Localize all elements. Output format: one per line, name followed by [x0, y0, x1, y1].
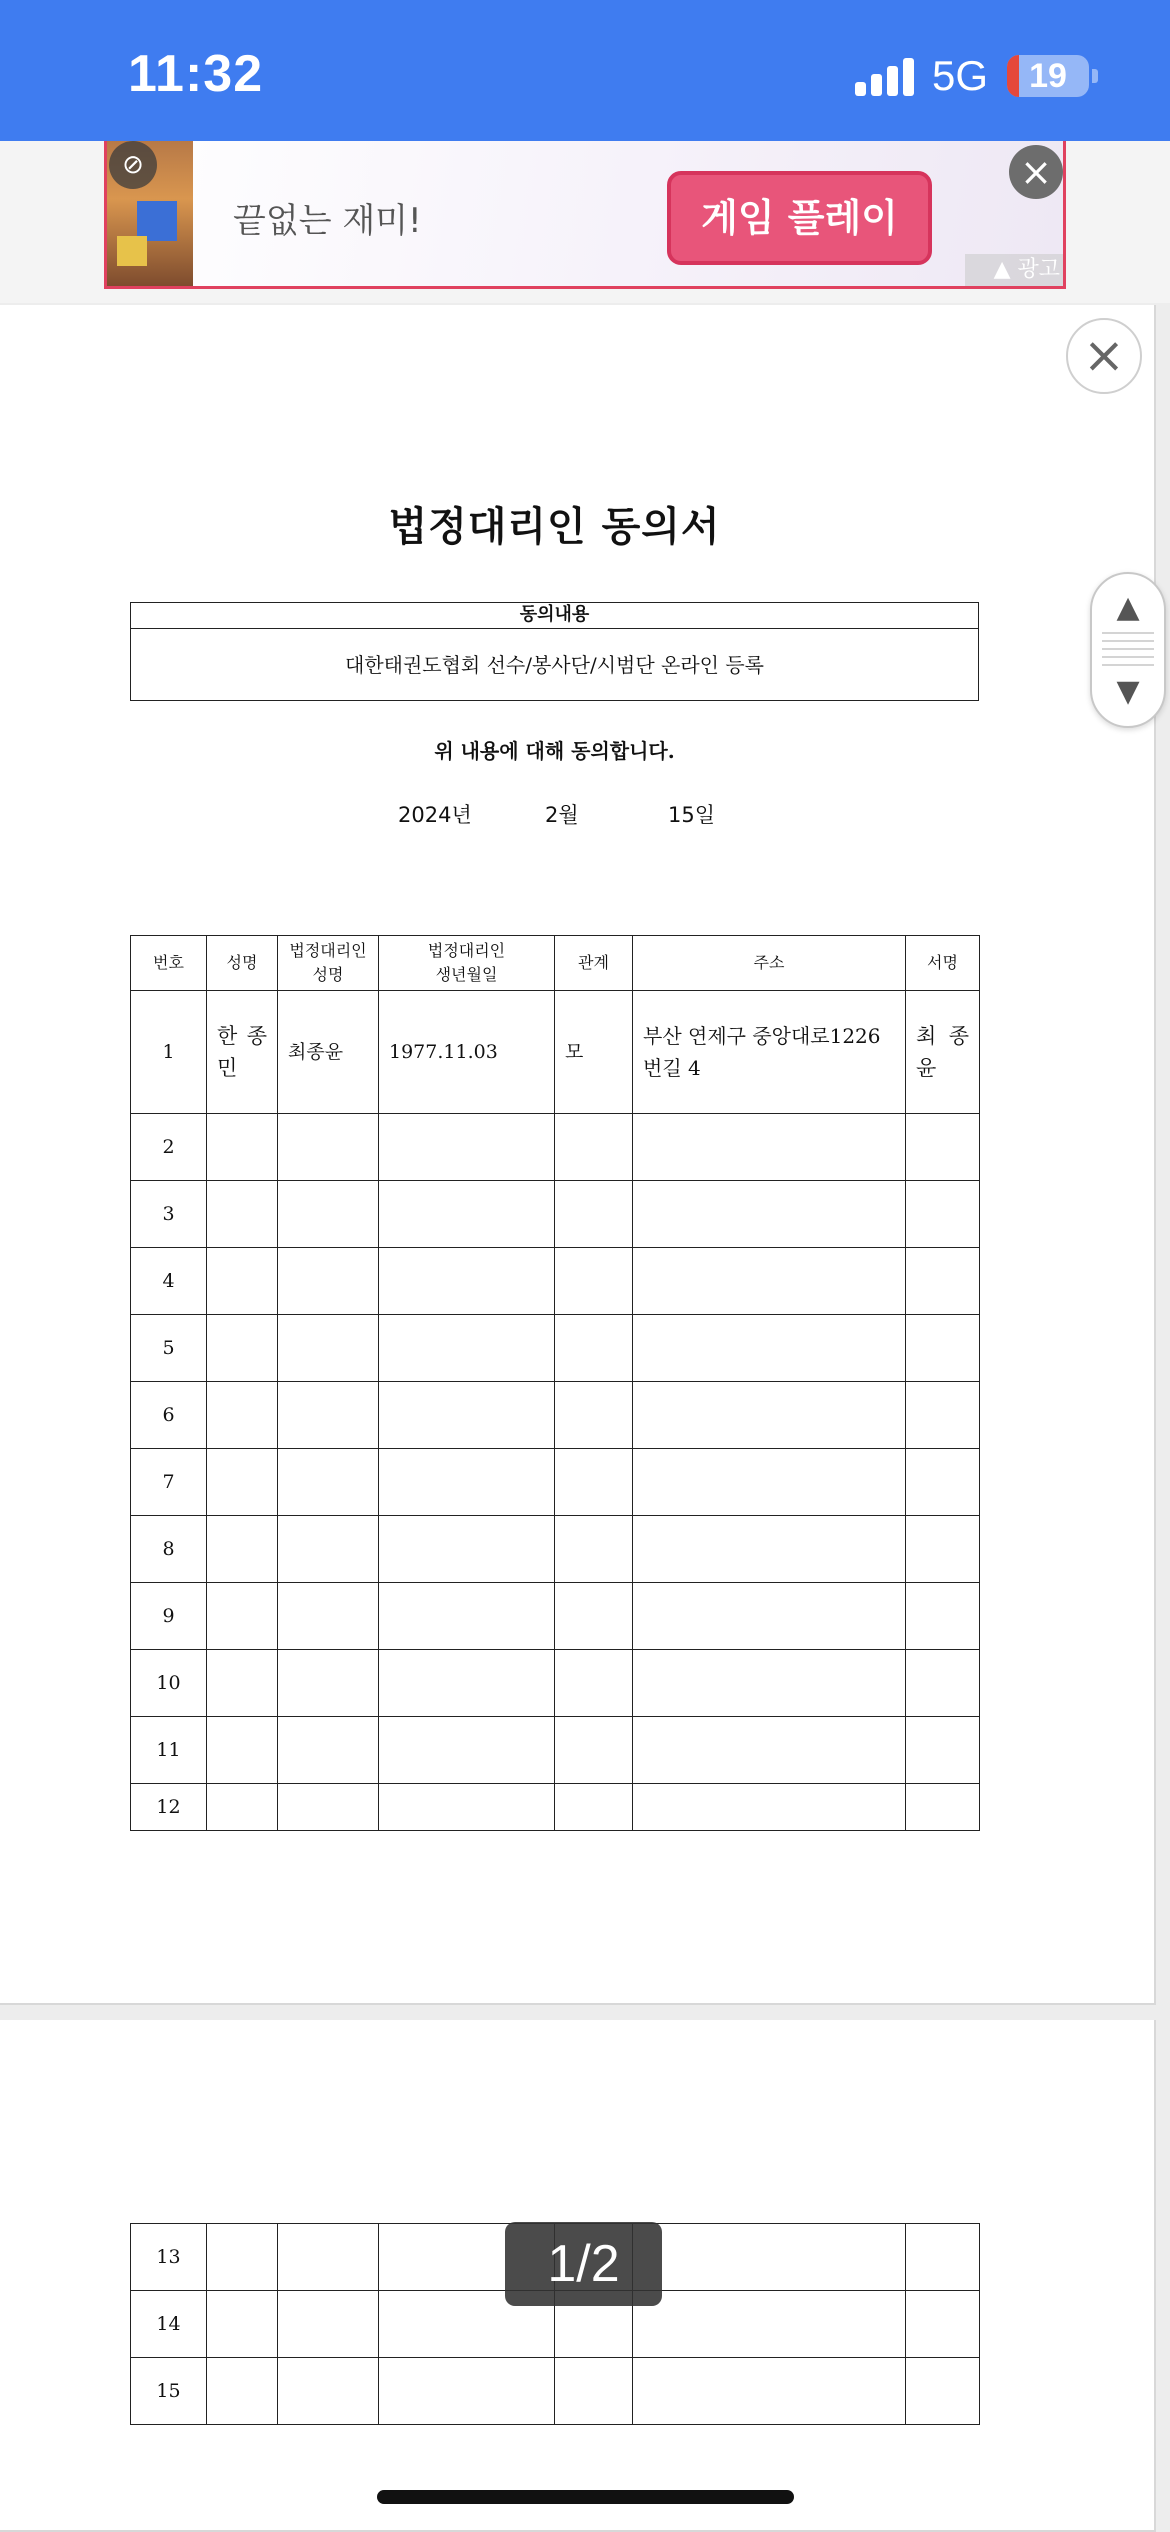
close-viewer-icon[interactable]: ×	[1066, 318, 1142, 394]
cell-no: 12	[131, 1784, 207, 1831]
ad-label-text: 광고	[1017, 257, 1060, 282]
header-guardian-birth	[379, 936, 555, 991]
cell-address: 부산 연제구 중앙대로1226번길 4	[633, 991, 906, 1114]
page-indicator: 1/2	[505, 2222, 662, 2306]
cell-no: 2	[131, 1114, 207, 1181]
table-header-row	[131, 936, 980, 991]
cell-no: 8	[131, 1516, 207, 1583]
table-row	[131, 1650, 980, 1717]
cell-guardian-name: 최종윤	[278, 991, 379, 1114]
battery-level: 19	[1029, 57, 1067, 95]
page-scroll-control[interactable]	[1090, 572, 1166, 728]
header-relation: 관계	[555, 936, 633, 991]
cell-no: 1	[131, 991, 207, 1114]
cell-guardian-birth: 1977.11.03	[379, 991, 555, 1114]
network-type: 5G	[932, 52, 989, 99]
header-name: 성명	[207, 936, 278, 991]
ad-play-button[interactable]: 게임 플레이	[667, 171, 932, 265]
table-row	[131, 1516, 980, 1583]
cell-no: 15	[131, 2358, 207, 2425]
table-row	[131, 1315, 980, 1382]
header-guardian-name-line2: 성명	[312, 965, 344, 984]
cell-no: 14	[131, 2291, 207, 2358]
consent-box	[130, 602, 979, 701]
cell-no: 11	[131, 1717, 207, 1784]
ad-area	[0, 141, 1170, 303]
home-indicator[interactable]	[377, 2490, 794, 2504]
cell-name: 한 종 민	[207, 991, 278, 1114]
table-row	[131, 1583, 980, 1650]
table-row	[131, 1181, 980, 1248]
cell-no: 7	[131, 1449, 207, 1516]
consent-body: 대한태권도협회 선수/봉사단/시범단 온라인 등록	[345, 653, 764, 677]
cell-no: 3	[131, 1181, 207, 1248]
document-page-1	[0, 305, 1156, 2005]
table-row	[131, 2358, 980, 2425]
date-day: 15일	[668, 803, 716, 827]
cellular-signal-icon	[855, 58, 915, 96]
ad-close-icon[interactable]: ×	[1009, 145, 1063, 199]
scroll-grip[interactable]	[1102, 632, 1154, 672]
cell-no: 9	[131, 1583, 207, 1650]
table-row	[131, 1114, 980, 1181]
ad-banner[interactable]	[104, 141, 1066, 289]
header-guardian-birth-line2: 생년월일	[435, 965, 498, 984]
guardian-table	[130, 935, 980, 1831]
table-row	[131, 991, 980, 1114]
date-month: 2월	[545, 803, 579, 827]
header-guardian-name	[278, 936, 379, 991]
cell-relation: 모	[555, 991, 633, 1114]
table-row	[131, 1784, 980, 1831]
cell-no: 6	[131, 1382, 207, 1449]
cell-no: 10	[131, 1650, 207, 1717]
consent-header: 동의내용	[131, 603, 978, 629]
header-address: 주소	[633, 936, 906, 991]
header-guardian-birth-line1: 법정대리인	[427, 941, 506, 960]
cell-no: 13	[131, 2224, 207, 2291]
cell-no: 5	[131, 1315, 207, 1382]
status-time: 11:32	[128, 45, 264, 103]
table-row	[131, 1717, 980, 1784]
agree-text: 위 내용에 대해 동의합니다.	[434, 739, 675, 763]
document-title: 법정대리인 동의서	[388, 503, 721, 550]
scroll-up-icon[interactable]: ▲	[1116, 590, 1140, 625]
cell-signature: 최 종 윤	[906, 991, 980, 1114]
header-signature: 서명	[906, 936, 980, 991]
status-bar	[0, 0, 1170, 141]
date-year: 2024년	[398, 803, 472, 827]
header-no: 번호	[131, 936, 207, 991]
mute-icon[interactable]: ⊘	[109, 141, 157, 189]
table-row	[131, 1449, 980, 1516]
table-row	[131, 1248, 980, 1315]
cell-no: 4	[131, 1248, 207, 1315]
ad-label: ▲ 광고	[965, 254, 1066, 286]
scroll-down-icon[interactable]: ▼	[1116, 674, 1140, 709]
battery-nub	[1092, 69, 1098, 83]
battery-icon	[1007, 55, 1089, 97]
header-guardian-name-line1: 법정대리인	[289, 941, 367, 960]
table-row	[131, 1382, 980, 1449]
ad-text[interactable]: 끝없는 재미!	[233, 201, 422, 241]
